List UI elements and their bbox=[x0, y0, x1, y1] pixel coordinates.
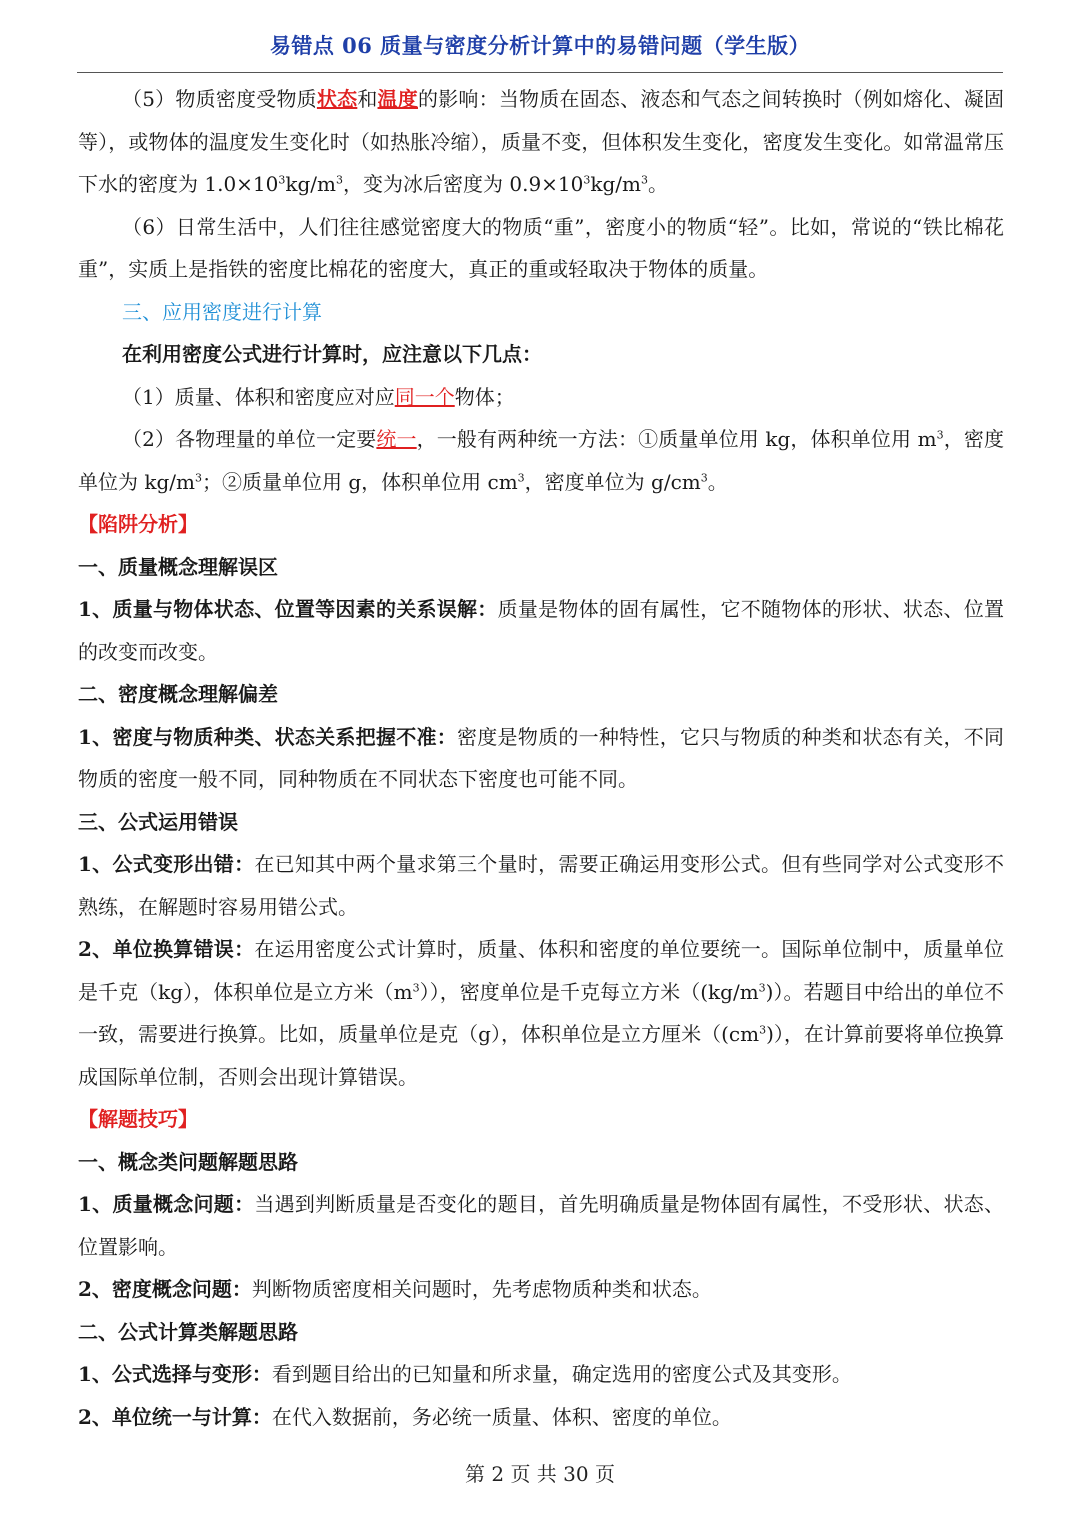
paragraph-5 bbox=[78, 78, 1004, 206]
header-divider bbox=[77, 72, 1003, 73]
superscript: 3 bbox=[194, 470, 202, 484]
paragraph-6: （6）日常生活中，人们往往感觉密度大的物质“重”，密度小的物质“轻”。比如，常说的“铁比棉花重”，实质上是指铁的密度比棉花的密度大，真正的重或轻取决于物体的质量。 bbox=[78, 214, 1004, 281]
text: 。 bbox=[648, 172, 668, 196]
text: 质量是物体的固有属性，它不随物体的形状、状态、位置的改变而改变。 bbox=[78, 597, 1005, 664]
keyword-state: 状态 bbox=[316, 87, 358, 111]
text: kg/m bbox=[285, 172, 336, 196]
superscript: 3 bbox=[412, 980, 420, 994]
lead-in: 1、公式变形出错： bbox=[78, 852, 255, 876]
text: ，变为冰后密度为 0.9×10 bbox=[343, 172, 584, 196]
text: )），在计算前要将单位换算成国际单位制，否则会出现计算错误。 bbox=[78, 1022, 1004, 1089]
text: 在代入数据前，务必统一质量、体积、密度的单位。 bbox=[271, 1404, 732, 1429]
text: 密度是物质的一种特性，它只与物质的种类和状态有关，不同物质的密度一般不同，同种物质在不同状态下密度也可能不同。 bbox=[78, 724, 1004, 791]
keyword-temperature: 温度 bbox=[377, 87, 418, 111]
text: )）。若题目中给出的单位不一致，需要进行换算。比如，质量单位是克（g），体积单位是立方厘米（(cm bbox=[78, 979, 1004, 1046]
text: 在运用密度公式计算时，质量、体积和密度的单位要统一。国际单位制中，质量单位是千克（kg），体积单位是立方米（m bbox=[78, 937, 1005, 1004]
section-intro: 在利用密度公式进行计算时，应注意以下几点： bbox=[122, 342, 542, 366]
lead-in: 1、公式选择与变形： bbox=[78, 1362, 272, 1386]
text: 和 bbox=[357, 87, 378, 111]
trap-paragraph-1 bbox=[78, 588, 1004, 673]
trap-paragraph-2 bbox=[78, 716, 1004, 801]
text: 看到题目给出的已知量和所求量，确定选用的密度公式及其变形。 bbox=[271, 1362, 852, 1386]
text: ；②质量单位用 g，体积单位用 cm bbox=[201, 469, 518, 494]
trap-heading-2: 二、密度概念理解偏差 bbox=[78, 682, 278, 706]
keyword-unify: 统一 bbox=[376, 427, 417, 451]
tips-heading-2: 二、公式计算类解题思路 bbox=[78, 1319, 298, 1344]
calc-item-1 bbox=[78, 376, 1004, 419]
superscript: 3 bbox=[336, 173, 343, 187]
page-footer: 第 2 页 共 30 页 bbox=[465, 1462, 615, 1486]
tips-paragraph-3 bbox=[78, 1353, 1004, 1396]
text: 在已知其中两个量求第三个量时，需要正确运用变形公式。但有些同学对公式变形不熟练，在解题时容易用错公式。 bbox=[78, 852, 1005, 919]
text: 判断物质密度相关问题时，先考虑物质种类和状态。 bbox=[251, 1277, 712, 1301]
trap-analysis-tag: 【陷阱分析】 bbox=[78, 512, 198, 536]
text: 的影响：当物质在固态、液态和气态之间转换时（例如熔化、凝固等），或物体的温度发生变化时（如热胀冷缩），质量不变，但体积发生变化，密度发生变化。如常温常压下水的密度为 1.0×10 bbox=[78, 87, 1005, 196]
section-heading-calculation: 三、应用密度进行计算 bbox=[122, 299, 322, 324]
superscript: 3 bbox=[583, 173, 591, 187]
trap-paragraph-3 bbox=[78, 843, 1004, 928]
superscript: 3 bbox=[759, 1023, 767, 1037]
text: kg/m bbox=[590, 172, 641, 196]
text: （2）各物理量的单位一定要 bbox=[122, 427, 377, 451]
tips-paragraph-2 bbox=[78, 1268, 1004, 1311]
superscript: 3 bbox=[641, 173, 648, 187]
header-title: 易错点 06 质量与密度分析计算中的易错问题（学生版） bbox=[269, 33, 811, 58]
page-body bbox=[78, 78, 1004, 1438]
tips-heading-1: 一、概念类问题解题思路 bbox=[78, 1149, 298, 1174]
superscript: 3 bbox=[936, 428, 944, 442]
text: 当遇到判断质量是否变化的题目，首先明确质量是物体固有属性，不受形状、状态、位置影响。 bbox=[78, 1192, 1005, 1259]
tips-paragraph-1 bbox=[78, 1183, 1004, 1268]
text: （5）物质密度受物质 bbox=[122, 87, 317, 111]
text: ）），密度单位是千克每立方米（(kg/m bbox=[419, 979, 759, 1004]
lead-in: 1、密度与物质种类、状态关系把握不准： bbox=[78, 724, 458, 749]
keyword-same-object: 同一个 bbox=[394, 384, 455, 409]
trap-heading-1: 一、质量概念理解误区 bbox=[78, 554, 278, 579]
trap-heading-3: 三、公式运用错误 bbox=[78, 809, 238, 834]
text: ，密度单位为 kg/m bbox=[78, 427, 1005, 494]
text: ，一般有两种统一方法：①质量单位用 kg，体积单位用 m bbox=[416, 427, 937, 451]
text: ，密度单位为 g/cm bbox=[524, 469, 701, 494]
text: 物体； bbox=[454, 384, 515, 409]
lead-in: 2、单位换算错误： bbox=[78, 937, 255, 961]
lead-in: 2、单位统一与计算： bbox=[78, 1404, 272, 1429]
text: 。 bbox=[707, 469, 728, 494]
tips-paragraph-4 bbox=[78, 1396, 1004, 1439]
text: （1）质量、体积和密度应对应 bbox=[122, 384, 395, 409]
calc-item-2 bbox=[78, 418, 1004, 503]
superscript: 3 bbox=[517, 470, 525, 484]
trap-paragraph-4 bbox=[78, 928, 1004, 1098]
superscript: 3 bbox=[700, 470, 708, 484]
superscript: 3 bbox=[758, 980, 766, 994]
lead-in: 2、密度概念问题： bbox=[78, 1277, 252, 1301]
solving-tips-tag: 【解题技巧】 bbox=[78, 1107, 198, 1131]
lead-in: 1、质量与物体状态、位置等因素的关系误解： bbox=[78, 597, 498, 621]
lead-in: 1、质量概念问题： bbox=[78, 1192, 255, 1216]
superscript: 3 bbox=[278, 173, 286, 187]
